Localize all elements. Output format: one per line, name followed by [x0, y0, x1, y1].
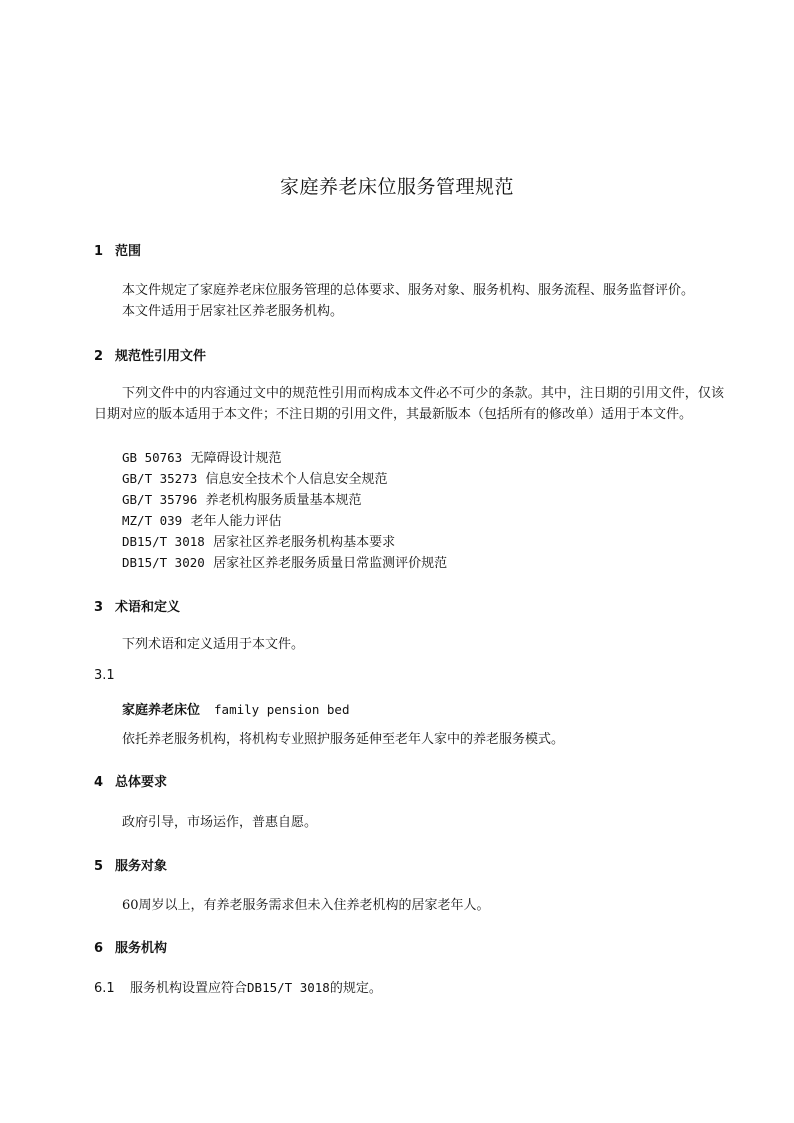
document-title: 家庭养老床位服务管理规范 [279, 176, 514, 198]
general-requirements-paragraph: 政府引导，市场运作，普惠自愿。 [122, 815, 318, 830]
section-number: 4 [94, 775, 104, 790]
reference-title: 信息安全技术个人信息安全规范 [205, 472, 388, 487]
section-1-heading [94, 240, 141, 259]
section-3-heading [94, 596, 180, 615]
reference-code: GB 50763 [122, 450, 183, 465]
reference-code: DB15/T 3018 [122, 534, 205, 549]
section-title: 术语和定义 [115, 600, 181, 615]
section-6-heading [94, 937, 167, 956]
reference-item [122, 447, 282, 466]
section-5-heading [94, 855, 167, 874]
term-entry [122, 699, 349, 718]
clause-text-post: 的规定。 [329, 981, 382, 996]
normative-references-paragraph: 下列文件中的内容通过文中的规范性引用而构成本文件必不可少的条款。其中，注日期的引用文件，仅该日期对应的版本适用于本文件；不注日期的引用文件，其最新版本（包括所有的修改单）适用于本文件。 [94, 386, 724, 422]
clause-reference-code: DB15/T 3018 [247, 980, 330, 995]
reference-code: GB/T 35273 [122, 471, 198, 486]
section-title: 服务对象 [115, 859, 168, 874]
reference-title: 无障碍设计规范 [190, 451, 282, 466]
reference-item [122, 552, 447, 571]
reference-title: 居家社区养老服务质量日常监测评价规范 [213, 556, 448, 571]
service-target-paragraph [122, 895, 490, 916]
reference-item [122, 468, 388, 487]
section-title: 范围 [115, 244, 142, 259]
reference-code: GB/T 35796 [122, 492, 198, 507]
section-4-heading [94, 771, 167, 790]
clause-text-pre: 服务机构设置应符合 [130, 981, 248, 996]
clause-number: 3.1 [94, 668, 115, 683]
term-chinese: 家庭养老床位 [122, 703, 201, 718]
reference-title: 老年人能力评估 [190, 514, 282, 529]
section-number: 3 [94, 600, 104, 615]
section-title: 总体要求 [115, 775, 168, 790]
term-definition: 依托养老服务机构，将机构专业照护服务延伸至老年人家中的养老服务模式。 [122, 732, 565, 747]
reference-item [122, 531, 395, 550]
term-english: family pension bed [214, 702, 350, 717]
reference-code: MZ/T 039 [122, 513, 183, 528]
terms-intro-paragraph: 下列术语和定义适用于本文件。 [122, 637, 305, 652]
reference-item [122, 489, 362, 508]
reference-item [122, 510, 282, 529]
scope-paragraph-2: 本文件适用于居家社区养老服务机构。 [122, 304, 344, 319]
section-number: 1 [94, 244, 104, 259]
section-number: 2 [94, 349, 104, 364]
section-number: 6 [94, 941, 104, 956]
reference-title: 养老机构服务质量基本规范 [205, 493, 362, 508]
section-2-heading [94, 345, 206, 364]
scope-paragraph-1: 本文件规定了家庭养老床位服务管理的总体要求、服务对象、服务机构、服务流程、服务监督评价。 [122, 283, 695, 298]
section-title: 服务机构 [115, 941, 168, 956]
age-number: 60 [122, 898, 139, 913]
service-target-text: 周岁以上，有养老服务需求但未入住养老机构的居家老年人。 [138, 898, 490, 913]
reference-title: 居家社区养老服务机构基本要求 [213, 535, 396, 550]
reference-code: DB15/T 3020 [122, 555, 205, 570]
section-title: 规范性引用文件 [115, 349, 207, 364]
section-number: 5 [94, 859, 104, 874]
clause-6-1 [94, 977, 382, 999]
clause-number: 6.1 [94, 981, 115, 996]
